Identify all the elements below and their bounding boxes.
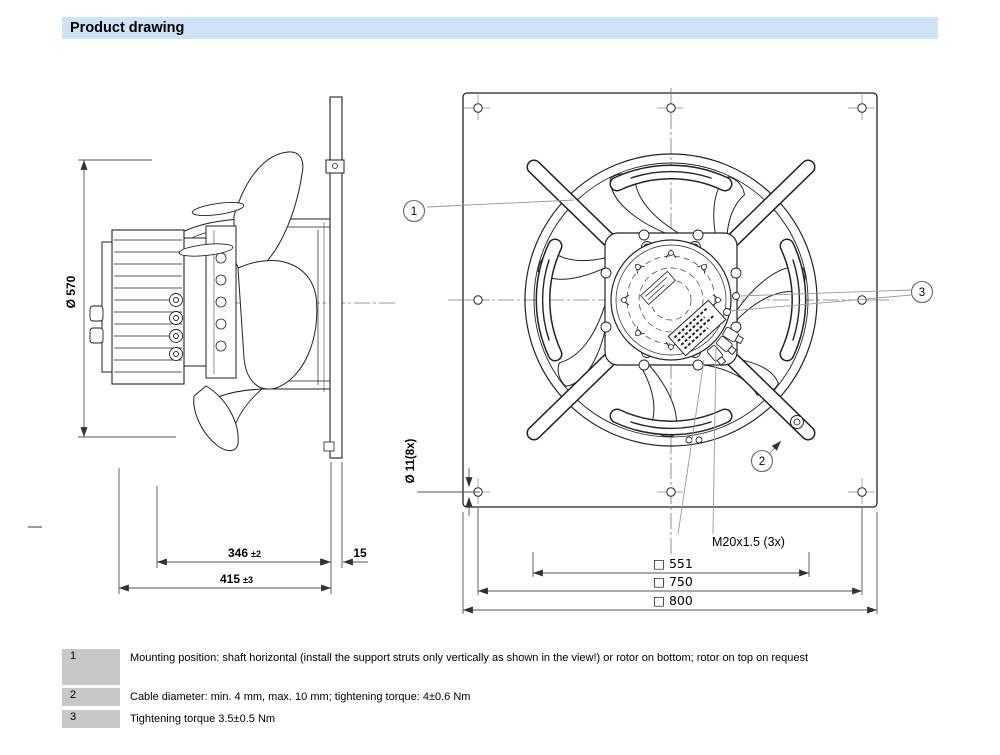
note-text: Cable diameter: min. 4 mm, max. 10 mm; tightening torque: 4±0.6 Nm: [130, 691, 471, 703]
side-wall-plate: [330, 97, 342, 458]
balloon-3-number: 3: [918, 287, 926, 299]
dim-total-value: 415: [219, 572, 240, 586]
drain-hole: [696, 437, 702, 443]
balloon-2-number: 2: [758, 456, 766, 468]
page-title: Product drawing: [62, 17, 938, 39]
side-strut-bracket: [326, 160, 344, 173]
dim-square-551-label: □ 551: [653, 556, 693, 571]
dim-depth-tol: ±2: [251, 549, 261, 559]
dim-square-750-label: □ 750: [653, 574, 693, 589]
balloon-1-number: 1: [410, 206, 418, 218]
dim-square-800-label: □ 800: [653, 593, 693, 608]
dim-depth-value: 346: [227, 546, 248, 560]
drain-hole: [686, 437, 692, 443]
side-view: [28, 97, 398, 527]
note-row-3: [62, 710, 940, 728]
terminal-screw: [724, 309, 731, 316]
notes-table: [62, 649, 940, 732]
dim-plate-thickness: 15: [353, 546, 367, 560]
side-motor: [90, 230, 184, 384]
note-text: Mounting position: shaft horizontal (install the support struts only vertically as shown in the view!) or rotor on bottom; rotor on top on request: [130, 652, 809, 664]
dim-hole-label: Ø 11(8x): [405, 438, 417, 484]
terminal-screw: [733, 293, 740, 300]
side-cable-gland: [90, 328, 103, 343]
note-number: 3: [62, 710, 120, 728]
note-number: 2: [62, 688, 120, 706]
dim-square-750: [478, 508, 862, 595]
note-row-2: [62, 688, 940, 706]
side-bottom-clip: [324, 442, 334, 451]
strut-cable-gland-inner: [794, 419, 800, 425]
dim-total-415: [119, 462, 331, 594]
note-text: Tightening torque 3.5±0.5 Nm: [130, 713, 276, 725]
side-cable-gland: [90, 306, 103, 321]
dim-depth-346: [157, 462, 342, 568]
front-view: [448, 88, 893, 555]
note-number: 1: [62, 649, 120, 685]
note-row-1: [62, 649, 940, 685]
gland-thread-label: M20x1.5 (3x): [712, 535, 785, 549]
dim-diameter-label: Ø 570: [64, 275, 78, 309]
dim-total-tol: ±3: [243, 575, 253, 585]
